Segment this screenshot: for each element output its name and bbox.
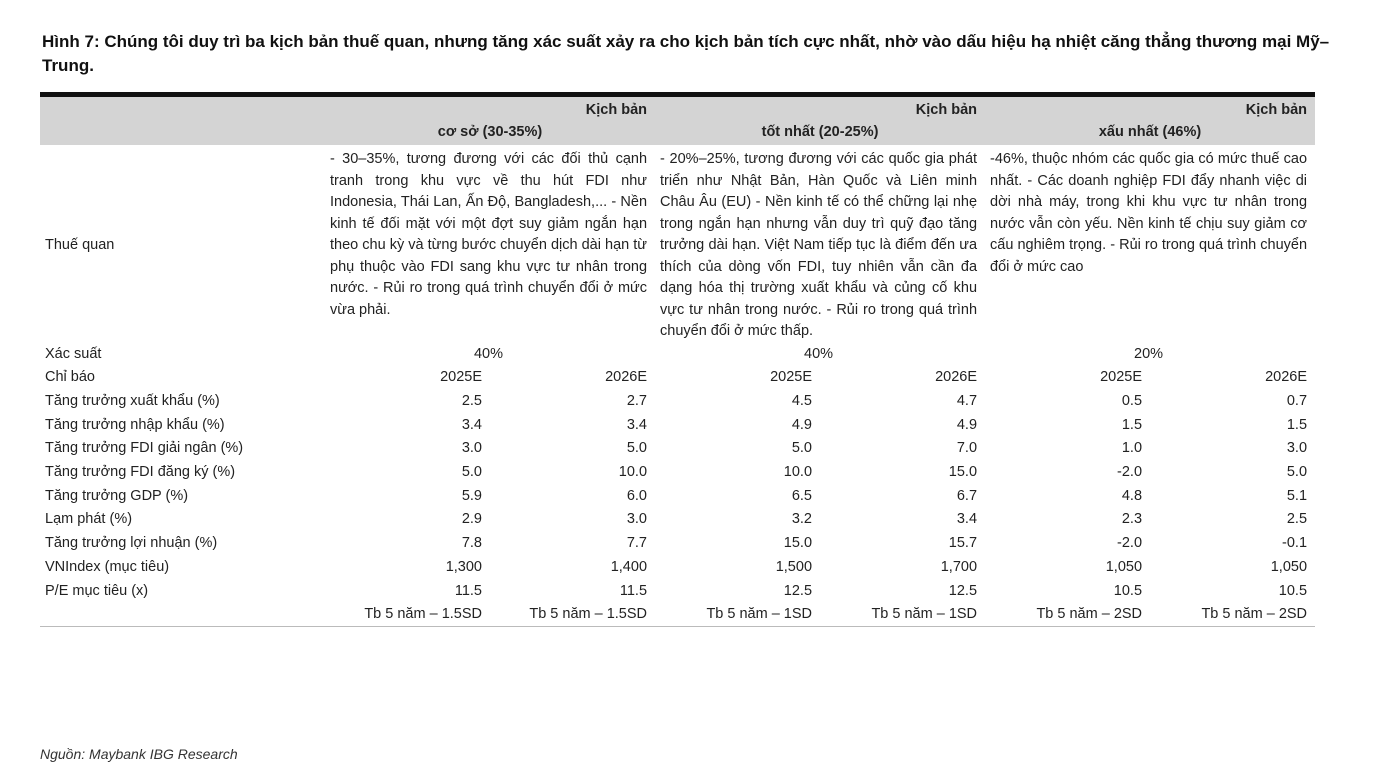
cell-value: 2025E (1100, 369, 1143, 386)
row-label: Tăng trưởng lợi nhuận (%) (45, 535, 218, 552)
cell-value: 7.0 (956, 440, 978, 457)
header-line1: Kịch bản (915, 102, 978, 118)
cell-value: 2.5 (1286, 511, 1308, 528)
table-row (40, 460, 1315, 484)
row-label: Tăng trưởng FDI đăng ký (%) (45, 464, 236, 481)
cell-value: 1,050 (1105, 558, 1143, 575)
header-blank (40, 95, 325, 146)
cell-value: 6.0 (626, 487, 648, 504)
cell-value: 0.7 (1286, 393, 1308, 410)
row-label: Thuế quan (45, 237, 115, 253)
cell-value: 2026E (605, 369, 648, 386)
cell-value: 2025E (440, 369, 482, 386)
table-row (40, 389, 1315, 413)
table-row (40, 531, 1315, 555)
header-row (40, 95, 1315, 146)
tariff-row (40, 145, 1315, 343)
table-row (40, 555, 1315, 579)
cell-value: 3.0 (1286, 440, 1308, 457)
cell-value: -2.0 (1117, 535, 1143, 552)
cell-value: 1,050 (1270, 558, 1308, 575)
scenario-header-best (655, 95, 985, 146)
header-line2: cơ sở (30-35%) (437, 124, 543, 140)
cell-value: 1,400 (610, 558, 648, 575)
cell-value: 6.5 (791, 487, 813, 504)
row-label (40, 602, 325, 626)
probability-base: 40% (473, 346, 504, 362)
row-label: VNIndex (mục tiêu) (45, 558, 170, 575)
cell-value: -2.0 (1117, 464, 1143, 481)
table-row (40, 437, 1315, 461)
cell-value: 2.5 (461, 393, 482, 410)
cell-value: Tb 5 năm – 2SD (1150, 602, 1315, 626)
cell-value: 12.5 (783, 582, 813, 599)
cell-value: 2026E (935, 369, 978, 386)
cell-value: 5.9 (461, 487, 482, 504)
header-line2: tốt nhất (20-25%) (761, 124, 879, 140)
indicator-header-row (40, 366, 1315, 390)
cell-value: 4.7 (956, 393, 978, 410)
cell-value: 2026E (1265, 369, 1308, 386)
cell-value: 6.7 (956, 487, 978, 504)
tariff-text-base: - 30–35%, tương đương với các đối thủ cạnh tranh trong khu vực về thu hút FDI như Indonesia, Thái Lan, Ấn Độ, Bangladesh,... - Nền kinh tế đối mặt với một đợt suy giảm ngắn hạn theo chu kỳ và từng bước chuyển dịch dài hạn từ phụ thuộc vào FDI sang khu vực tư nhân trong nước. - Rủi ro trong quá trình chuyển đổi ở mức vừa phải. (330, 151, 648, 318)
cell-value: 4.5 (791, 393, 813, 410)
cell-value: 2.9 (461, 511, 482, 528)
cell-value: 1.5 (1121, 416, 1143, 433)
cell-value: 1.0 (1121, 440, 1143, 457)
cell-value: 10.0 (783, 464, 813, 481)
cell-value: 15.7 (948, 535, 978, 552)
row-label: Chỉ báo (45, 369, 95, 386)
cell-value: 0.5 (1121, 393, 1143, 410)
cell-value: 1,700 (940, 558, 978, 575)
row-label: Tăng trưởng FDI giải ngân (%) (45, 440, 244, 457)
cell-value: 15.0 (948, 464, 978, 481)
cell-value: 3.2 (791, 511, 813, 528)
cell-value: 3.4 (626, 416, 648, 433)
tariff-text-worst: -46%, thuộc nhóm các quốc gia có mức thuế cao nhất. - Các doanh nghiệp FDI đẩy nhanh việc di dời nhà máy, trong khi khu vực tư nhân trong nước vẫn còn yếu. Nền kinh tế chịu suy giảm cơ cấu nghiêm trọng. - Rủi ro trong quá trình chuyển đổi ở mức cao (990, 151, 1308, 275)
scenario-table (40, 92, 1315, 627)
probability-best: 40% (804, 346, 834, 362)
cell-value: 10.5 (1113, 582, 1143, 599)
figure-title: Hình 7: Chúng tôi duy trì ba kịch bản thuế quan, nhưng tăng xác suất xảy ra cho kịch bản tích cực nhất, nhờ vào dấu hiệu hạ nhiệt căng thẳng thương mại Mỹ–Trung. (42, 32, 1330, 75)
scenario-header-base (325, 95, 655, 146)
table-row (40, 413, 1315, 437)
cell-value: 4.9 (791, 416, 813, 433)
row-label: P/E mục tiêu (x) (45, 582, 149, 599)
cell-value: 3.4 (461, 416, 482, 433)
row-label: Tăng trưởng GDP (%) (45, 487, 189, 504)
table-row (40, 508, 1315, 532)
cell-value: Tb 5 năm – 1SD (655, 602, 820, 626)
cell-value: -0.1 (1282, 535, 1308, 552)
cell-value: Tb 5 năm – 1.5SD (325, 602, 490, 626)
cell-value: 1.5 (1286, 416, 1308, 433)
cell-value: 3.4 (956, 511, 978, 528)
header-line1: Kịch bản (1245, 102, 1308, 118)
cell-value: 2.3 (1121, 511, 1143, 528)
table-row (40, 484, 1315, 508)
cell-value: 15.0 (783, 535, 813, 552)
probability-row (40, 343, 1315, 366)
cell-value: 5.1 (1286, 487, 1308, 504)
source-note: Nguồn: Maybank IBG Research (40, 746, 238, 762)
header-line2: xấu nhất (46%) (1098, 124, 1202, 140)
cell-value: Tb 5 năm – 2SD (985, 602, 1150, 626)
cell-value: 12.5 (948, 582, 978, 599)
row-label: Tăng trưởng xuất khẩu (%) (45, 393, 220, 410)
cell-value: Tb 5 năm – 1SD (820, 602, 985, 626)
header-line1: Kịch bản (585, 102, 648, 118)
cell-value: 3.0 (461, 440, 482, 457)
cell-value: 5.0 (791, 440, 813, 457)
cell-value: 4.9 (956, 416, 978, 433)
row-label: Tăng trưởng nhập khẩu (%) (45, 416, 225, 433)
row-label: Xác suất (45, 346, 102, 362)
table-row (40, 579, 1315, 603)
cell-value: 11.5 (619, 582, 648, 599)
cell-value: 2025E (770, 369, 813, 386)
tariff-text-best: - 20%–25%, tương đương với các quốc gia phát triển như Nhật Bản, Hàn Quốc và Liên minh Châu Âu (EU) - Nền kinh tế có thể chững lại nhẹ trong ngắn hạn nhưng vẫn duy trì quỹ đạo tăng trưởng dài hạn. Việt Nam tiếp tục là điểm đến ưa thích của dòng vốn FDI, tuy nhiên vẫn cần đa dạng hóa thị trường xuất khẩu và củng cố khu vực tư nhân trong nước. - Rủi ro trong quá trình chuyển đổi ở mức thấp. (660, 151, 978, 339)
cell-value: 3.0 (626, 511, 648, 528)
cell-value: 5.0 (626, 440, 648, 457)
cell-value: 7.7 (626, 535, 648, 552)
cell-value: 1,300 (445, 558, 482, 575)
table-row (40, 602, 1315, 626)
cell-value: 7.8 (461, 535, 482, 552)
cell-value: 5.0 (461, 464, 482, 481)
cell-value: 5.0 (1286, 464, 1308, 481)
cell-value: 4.8 (1121, 487, 1143, 504)
row-label: Lạm phát (%) (45, 511, 133, 528)
scenario-header-worst (985, 95, 1315, 146)
probability-worst: 20% (1134, 346, 1164, 362)
cell-value: 1,500 (775, 558, 813, 575)
cell-value: 2.7 (626, 393, 648, 410)
cell-value: 10.0 (618, 464, 648, 481)
cell-value: 11.5 (454, 582, 482, 599)
cell-value: Tb 5 năm – 1.5SD (490, 602, 655, 626)
cell-value: 10.5 (1278, 582, 1308, 599)
